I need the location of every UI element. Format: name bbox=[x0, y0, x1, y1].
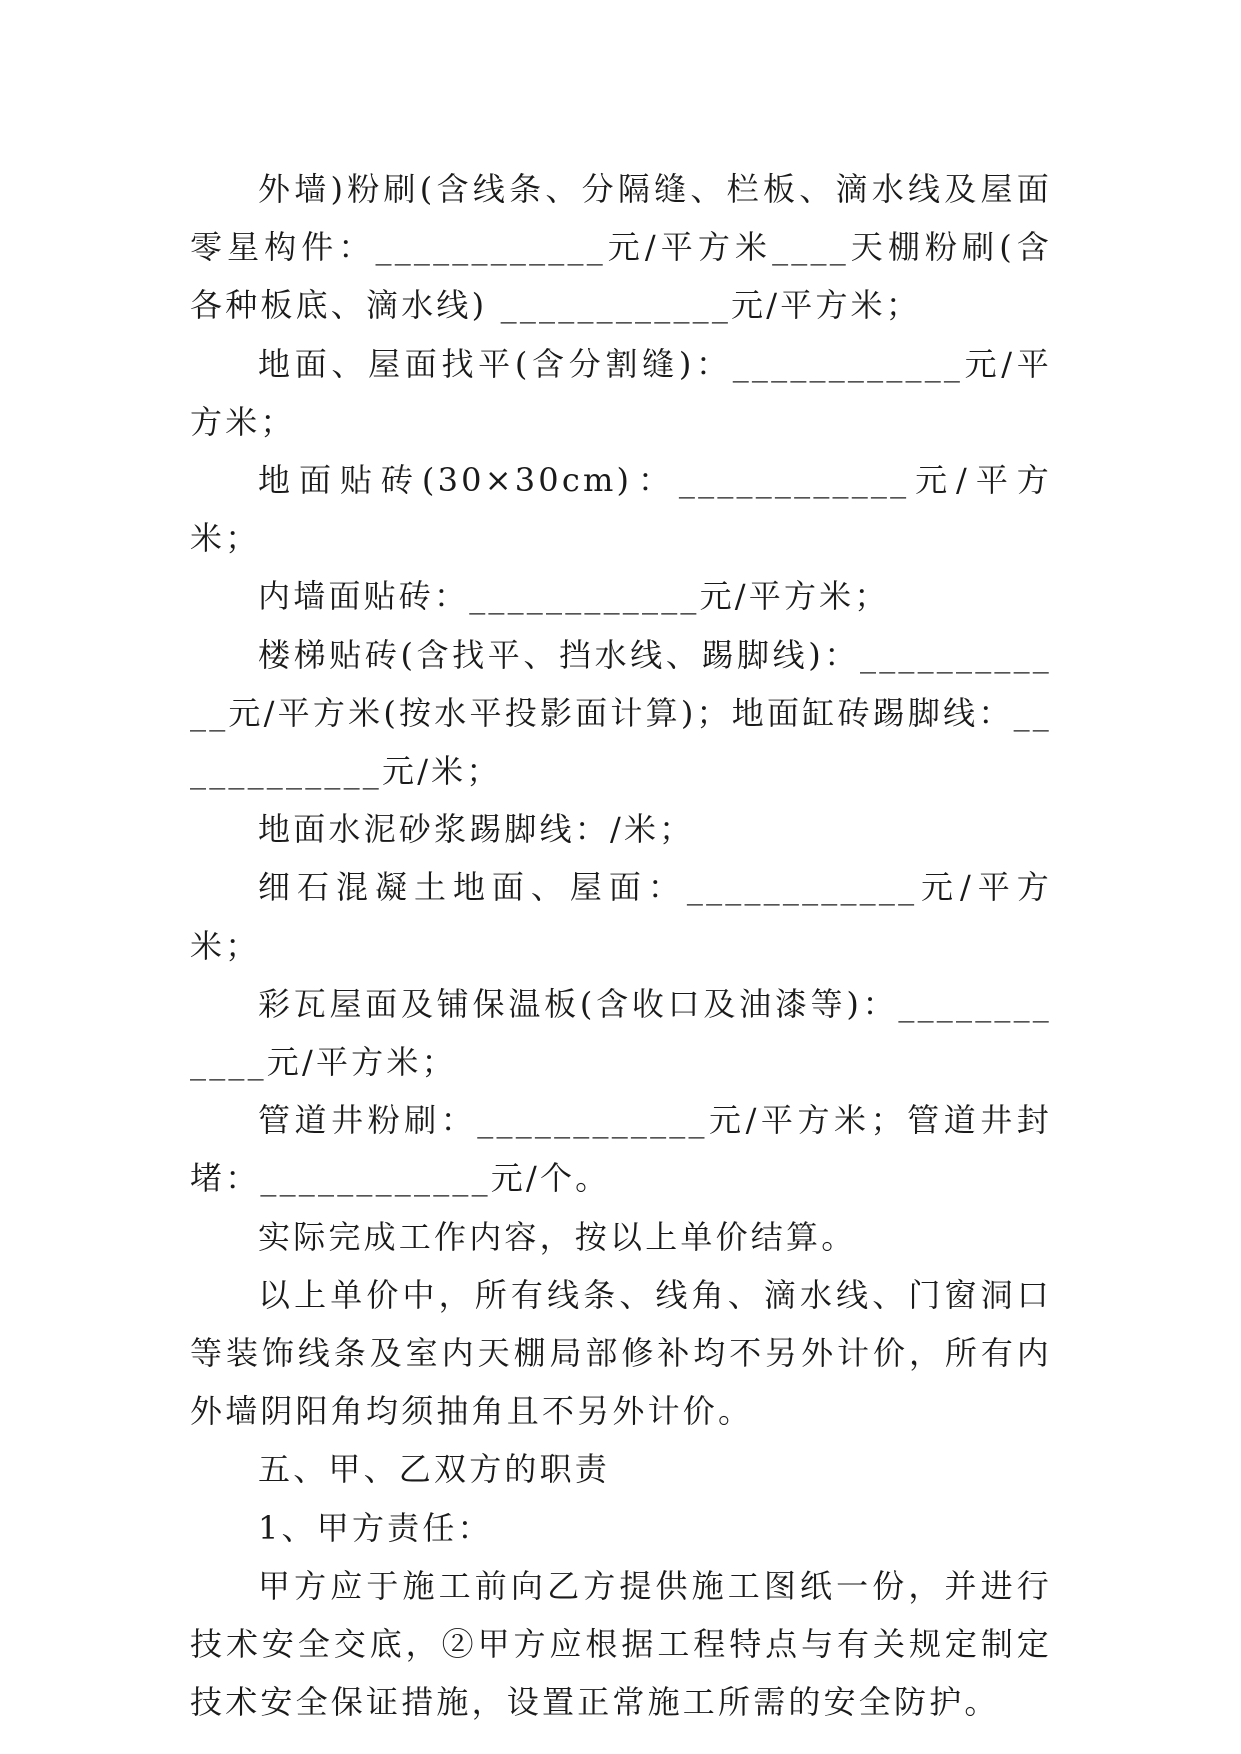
subsection-heading-party-a: 1、甲方责任： bbox=[258, 1508, 493, 1547]
document-page bbox=[190, 160, 1052, 1731]
paragraph-pricing-note: 以上单价中，所有线条、线角、滴水线、门窗洞口等装饰线条及室内天棚局部修补均不另外计价，所有内外墙阴阳角均须抽角且不另外计价。 bbox=[190, 1275, 1052, 1431]
paragraph-wall-tiles: 内墙面贴砖：____________元/平方米； bbox=[258, 577, 890, 616]
paragraph-concrete-floor: 细石混凝土地面、屋面：____________元/平方米； bbox=[190, 868, 1052, 965]
paragraph-plastering-rates: 外墙)粉刷(含线条、分隔缝、栏板、滴水线及屋面零星构件：____________元/平方米____天棚粉刷(含各种板底、滴水线) ____________元/平方米； bbox=[190, 170, 1052, 325]
paragraph-pipe-shaft: 管道井粉刷：____________元/平方米；管道井封堵：____________元/个。 bbox=[190, 1101, 1052, 1198]
paragraph-stair-tiles: 楼梯贴砖(含找平、挡水线、踢脚线)：____________元/平方米(按水平投影面计算)；地面缸砖踢脚线：____________元/米； bbox=[190, 635, 1052, 791]
paragraph-cement-skirting: 地面水泥砂浆踢脚线：/米； bbox=[258, 810, 695, 849]
paragraph-party-a-duties: 甲方应于施工前向乙方提供施工图纸一份，并进行技术安全交底，②甲方应根据工程特点与有关规定制定技术安全保证措施，设置正常施工所需的安全防护。 bbox=[190, 1566, 1052, 1722]
section-heading-duties: 五、甲、乙双方的职责 bbox=[258, 1450, 611, 1489]
paragraph-floor-leveling: 地面、屋面找平(含分割缝)：____________元/平方米； bbox=[190, 344, 1052, 441]
paragraph-floor-tiles: 地面贴砖(30×30cm)：____________元/平方米； bbox=[190, 461, 1052, 558]
paragraph-roof-tiles: 彩瓦屋面及铺保温板(含收口及油漆等)：____________元/平方米； bbox=[190, 984, 1052, 1082]
paragraph-settlement: 实际完成工作内容，按以上单价结算。 bbox=[258, 1217, 857, 1256]
